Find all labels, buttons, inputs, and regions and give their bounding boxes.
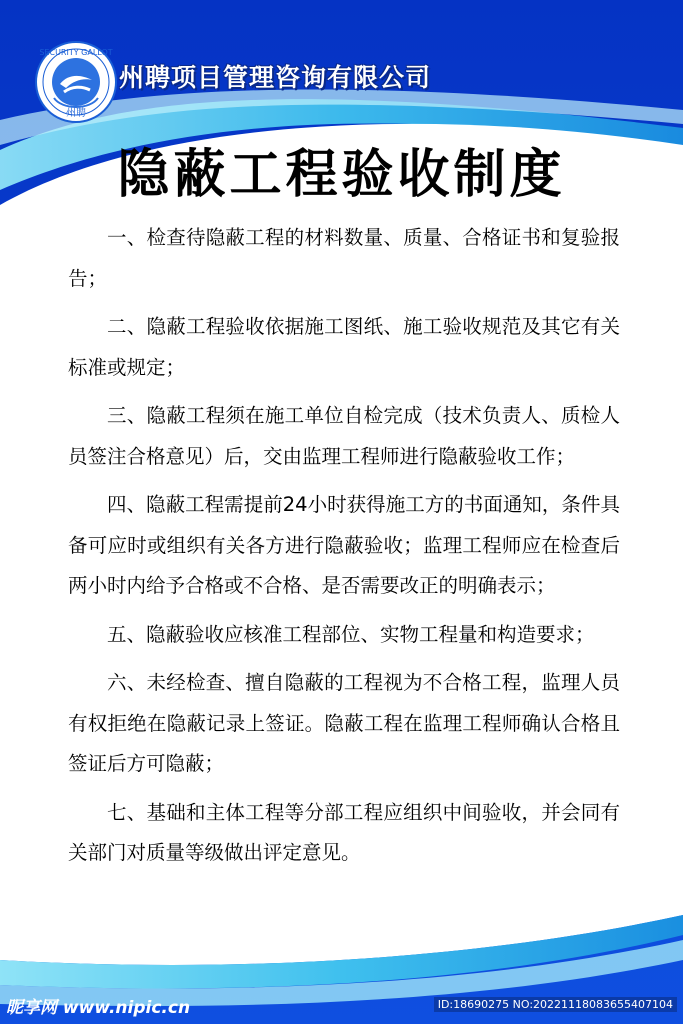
rule-paragraph: 七、基础和主体工程等分部工程应组织中间验收，并会同有关部门对质量等级做出评定意见。 xyxy=(68,800,620,864)
company-name: 州聘项目管理咨询有限公司 xyxy=(119,63,432,92)
security-seal-icon xyxy=(34,40,118,124)
rule-paragraph: 四、隐蔽工程需提前24小时获得施工方的书面通知，条件具备可应时或组织有关各方进行隐蔽验收；监理工程师应在检查后两小时内给予合格或不合格、是否需要改正的明确表示； xyxy=(68,493,620,597)
rules-content xyxy=(68,218,620,882)
logo-inner-text: 州聘 xyxy=(66,108,86,119)
page-title: 隐蔽工程验收制度 xyxy=(117,145,566,205)
rule-paragraph: 二、隐蔽工程验收依据施工图纸、施工验收规范及其它有关标准或规定； xyxy=(68,315,620,379)
logo-ring-text: SECURITY GALLOT xyxy=(39,48,113,57)
rule-paragraph: 一、检查待隐蔽工程的材料数量、质量、合格证书和复验报告； xyxy=(68,226,620,290)
rule-paragraph: 三、隐蔽工程须在施工单位自检完成（技术负责人、质检人员签注合格意见）后，交由监理工程师进行隐蔽验收工作； xyxy=(68,404,620,468)
watermark-site: 昵享网 www.nipic.cn xyxy=(6,998,191,1018)
rule-paragraph: 六、未经检查、擅自隐蔽的工程视为不合格工程，监理人员有权拒绝在隐蔽记录上签证。隐蔽工程在监理工程师确认合格且签证后方可隐蔽； xyxy=(68,671,620,775)
image-id-label: ID:18690275 NO:20221118083655407104 xyxy=(434,997,677,1012)
rule-paragraph: 五、隐蔽验收应核准工程部位、实物工程量和构造要求； xyxy=(107,622,595,646)
